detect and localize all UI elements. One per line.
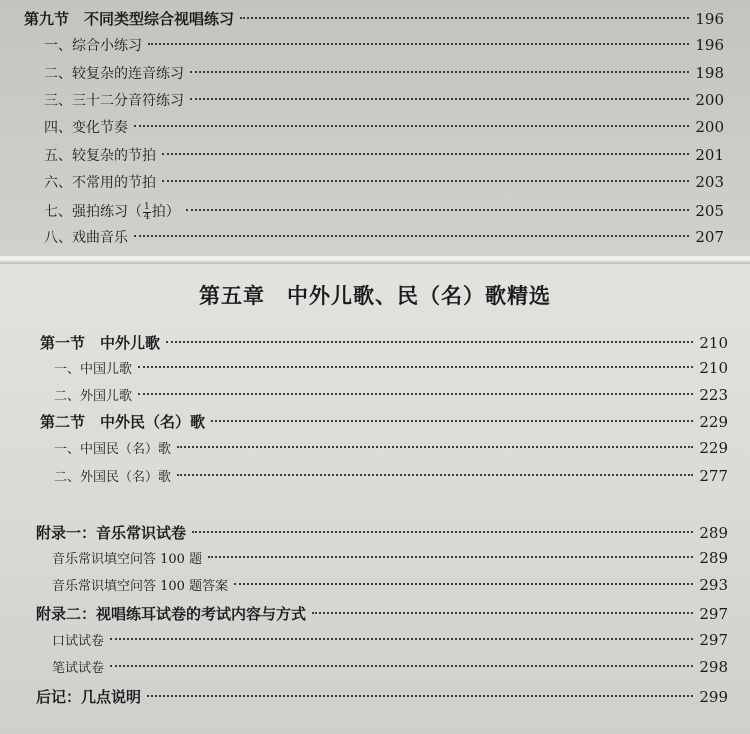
page-number: 293 [699, 576, 728, 594]
toc-row-afterword [36, 686, 728, 707]
dot-leader [234, 583, 693, 585]
toc-label: 八、戏曲音乐 [44, 230, 128, 246]
dot-leader [134, 125, 689, 127]
toc-label: 第二节 中外民（名）歌 [40, 413, 206, 431]
dot-leader [190, 71, 689, 73]
toc-row [52, 548, 728, 567]
dot-leader [208, 556, 693, 558]
page-number: 210 [699, 359, 728, 377]
toc-row-section-9 [24, 8, 724, 29]
toc-row [52, 657, 728, 676]
dot-leader [312, 612, 693, 614]
toc-row [44, 172, 724, 192]
toc-label: 二、外国儿歌 [54, 389, 133, 404]
page-number: 201 [695, 146, 724, 164]
page-number: 207 [695, 228, 724, 246]
toc-row [44, 145, 724, 165]
page-number: 289 [699, 524, 728, 542]
toc-row [44, 227, 724, 247]
page-number: 229 [699, 413, 728, 431]
toc-row [54, 438, 728, 457]
page-number: 200 [695, 91, 724, 109]
dot-leader [138, 366, 693, 368]
toc-row [54, 466, 728, 485]
dot-leader [166, 341, 693, 343]
page-number: 298 [699, 658, 728, 676]
page-number: 205 [695, 202, 724, 220]
label-text-before: 七、强拍练习（ [44, 204, 142, 220]
toc-label: 四、变化节奏 [44, 120, 128, 136]
dot-leader [138, 393, 693, 395]
page-number: 196 [695, 10, 724, 28]
dot-leader [147, 695, 693, 697]
toc-row [44, 63, 724, 83]
dot-leader [110, 665, 693, 667]
toc-label: 六、不常用的节拍 [44, 175, 156, 191]
page-number: 200 [695, 118, 724, 136]
toc-label: 附录二：视唱练耳试卷的考试内容与方式 [36, 605, 307, 623]
toc-row [44, 90, 724, 110]
page-number: 299 [699, 688, 728, 706]
dot-leader [162, 180, 689, 182]
dot-leader [134, 235, 689, 237]
toc-label: 第一节 中外儿歌 [40, 334, 161, 352]
toc-row [44, 35, 724, 55]
page-number: 196 [695, 36, 724, 54]
dot-leader [190, 98, 689, 100]
toc-row-section-1 [40, 332, 728, 353]
dot-leader [192, 531, 693, 533]
fraction [143, 203, 151, 222]
toc-label: 二、外国民（名）歌 [54, 470, 172, 485]
toc-row-section-2 [40, 411, 728, 432]
dot-leader [148, 43, 689, 45]
dot-leader [240, 17, 689, 19]
page-number: 297 [699, 605, 728, 623]
toc-label: 二、较复杂的连音练习 [44, 66, 184, 82]
fraction-denominator: 4 [144, 211, 150, 222]
toc-label [44, 201, 180, 222]
toc-row [54, 385, 728, 404]
toc-row-appendix-1 [36, 522, 728, 543]
toc-label: 三、三十二分音符练习 [44, 93, 184, 109]
dot-leader [177, 446, 693, 448]
toc-label: 五、较复杂的节拍 [44, 148, 156, 164]
label-text-after: 拍） [151, 204, 180, 220]
page-number: 289 [699, 549, 728, 567]
toc-label: 一、中国民（名）歌 [54, 442, 172, 457]
toc-row [44, 117, 724, 137]
page-number: 297 [699, 631, 728, 649]
toc-row-appendix-2 [36, 603, 728, 624]
toc-label: 笔试试卷 [52, 661, 105, 676]
toc-label: 音乐常识填空问答 100 题答案 [52, 579, 229, 594]
page-seam [0, 256, 750, 264]
dot-leader [211, 420, 693, 422]
page-number: 210 [699, 334, 728, 352]
toc-row [44, 201, 724, 222]
chapter-title: 第五章 中外儿歌、民（名）歌精选 [199, 284, 551, 308]
toc-label: 后记：几点说明 [36, 688, 142, 706]
toc-row [52, 575, 728, 594]
dot-leader [186, 209, 690, 211]
toc-label: 第九节 不同类型综合视唱练习 [24, 10, 235, 28]
fraction-numerator: 1 [144, 201, 150, 212]
toc-row [54, 358, 728, 377]
toc-label: 一、中国儿歌 [54, 362, 133, 377]
dot-leader [162, 153, 689, 155]
dot-leader [177, 474, 693, 476]
toc-label: 音乐常识填空问答 100 题 [52, 552, 203, 567]
page-number: 277 [699, 467, 728, 485]
toc-label: 口试试卷 [52, 634, 105, 649]
page-number: 198 [695, 64, 724, 82]
page-number: 223 [699, 386, 728, 404]
toc-row [52, 630, 728, 649]
toc-label: 一、综合小练习 [44, 38, 142, 54]
dot-leader [110, 638, 693, 640]
toc-label: 附录一：音乐常识试卷 [36, 524, 187, 542]
page-number: 203 [695, 173, 724, 191]
page-number: 229 [699, 439, 728, 457]
